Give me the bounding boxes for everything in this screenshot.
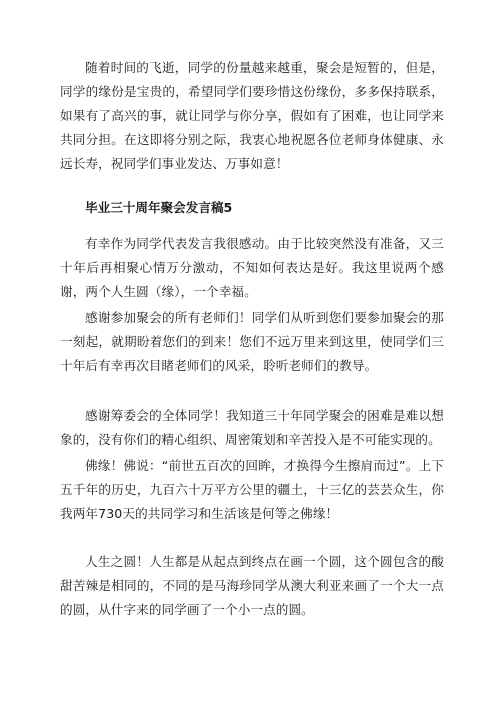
section-heading: 毕业三十周年聚会发言稿5 (85, 200, 233, 215)
paragraph-farewell-wishes: 随着时间的飞逝，同学的份量越来越重，聚会是短暂的，但是，同学的缘份是宝贵的，希望同学们要珍惜这份缘份，多多保持联系，如果有了高兴的事，就让同学与你分享，假如有了困难，也让同学来共同分担。在这即将分别之际，我衷心地祝愿各位老师身体健康、永远长寿，祝同学们事业发达、万事如意！ (60, 60, 444, 171)
paragraph-thanks-committee: 感谢筹委会的全体同学！我知道三十年同学聚会的困难是难以想象的，没有你们的精心组织、周密策划和辛苦投入是不可能实现的。 (60, 408, 444, 447)
paragraph-life-circle: 人生之圆！人生都是从起点到终点在画一个圆，这个圆包含的酸甜苦辣是相同的，不同的是马海珍同学从澳大利亚来画了一个大一点的圆，从什字来的同学画了一个小一点的圆。 (60, 554, 444, 617)
paragraph-thanks-teachers: 感谢参加聚会的所有老师们！同学们从听到您们要参加聚会的那一刻起，就期盼着您们的到来！您们不远万里来到这里，使同学们三十年后有幸再次目睹老师们的风采，聆听老师们的教导。 (60, 310, 444, 373)
paragraph-introduction: 有幸作为同学代表发言我很感动。由于比较突然没有准备，又三十年后再相聚心情万分激动，不知如何表达是好。我这里说两个感谢，两个人生圆（缘），一个幸福。 (60, 236, 444, 299)
paragraph-buddhist-fate: 佛缘！佛说：“前世五百次的回眸，才换得今生擦肩而过”。上下五千年的历史，九百六十万平方公里的疆土，十三亿的芸芸众生，你我两年730天的共同学习和生活该是何等之佛缘！ (60, 458, 444, 521)
